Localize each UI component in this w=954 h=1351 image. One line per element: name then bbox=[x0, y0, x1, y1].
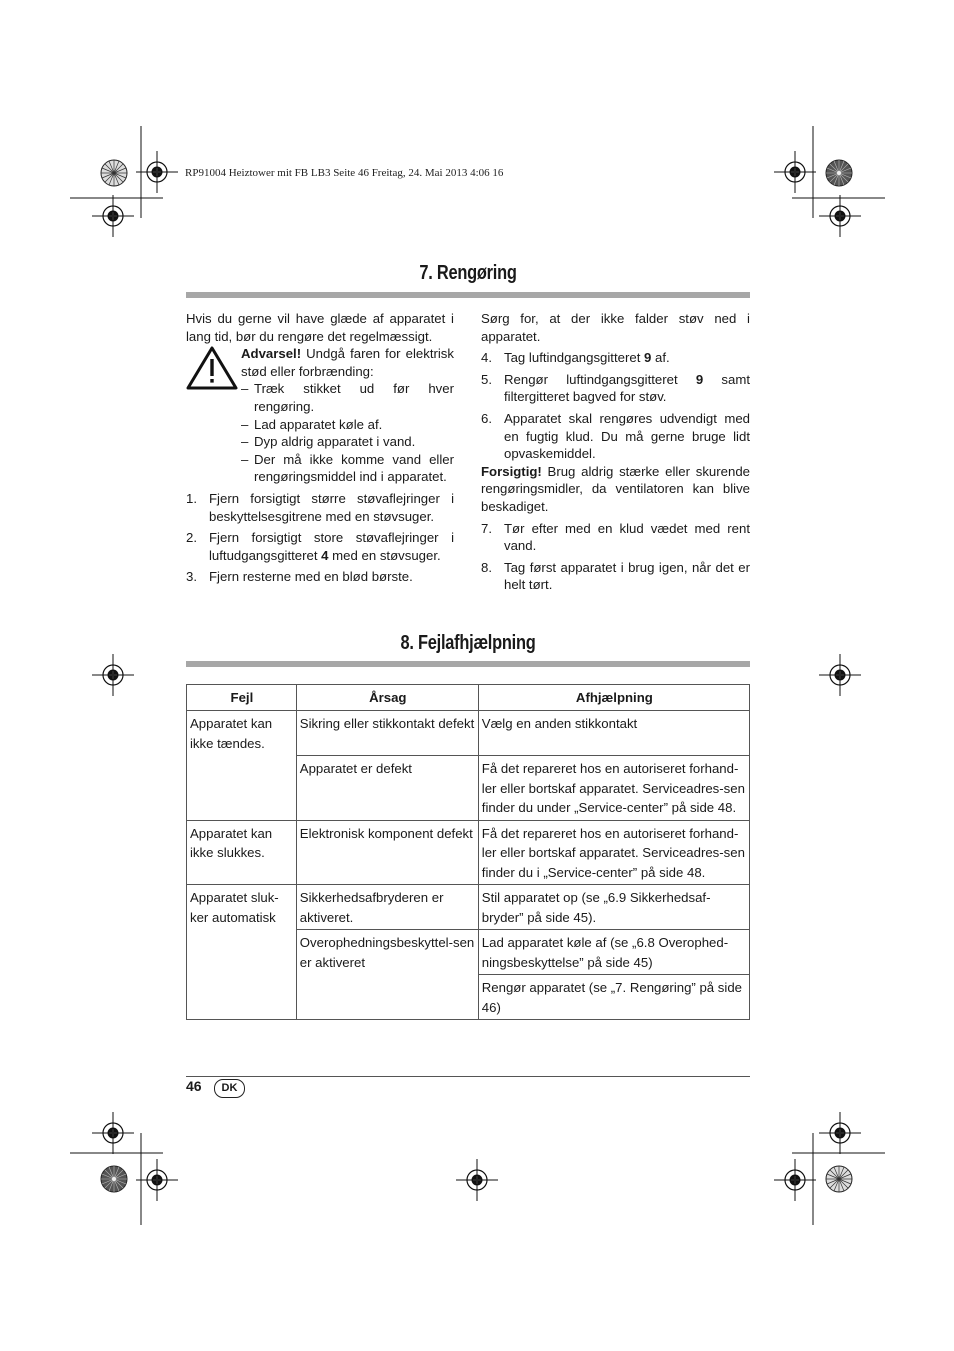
table-cell-remedy: Rengør apparatet (se „7. Rengøring” på side 46) bbox=[478, 975, 749, 1020]
step-item: 7. Tør efter med en klud vædet med rent vand. bbox=[481, 520, 750, 554]
table-cell-fault: Apparatet kan ikke slukkes. bbox=[187, 820, 297, 885]
step-item: 2. Fjern forsigtigt store støvaflejringer i luftudgangsgitteret 4 med en støvsuger. bbox=[186, 530, 454, 563]
intro-paragraph: Hvis du gerne vil have glæde af apparatet i lang tid, bør du rengøre det regelmæssigt. bbox=[186, 311, 454, 344]
table-cell-remedy: Vælg en anden stikkontakt bbox=[478, 711, 749, 756]
warning-text: Undgå faren for elektrisk stød eller forbrænding: bbox=[241, 346, 454, 379]
table-cell-cause: Overophedningsbeskyttel-sen er aktiveret bbox=[296, 930, 478, 1020]
table-cell-remedy: Få det repareret hos en autoriseret forhand-ler eller bortskaf apparatet. Serviceadres-sen finder du under „Service-center” på side 48. bbox=[478, 756, 749, 821]
page-number: 46 bbox=[186, 1078, 202, 1094]
print-header: RP91004 Heiztower mit FB LB3 Seite 46 Freitag, 24. Mai 2013 4:06 16 bbox=[185, 167, 504, 179]
country-badge: DK bbox=[214, 1079, 245, 1098]
table-cell-remedy: Lad apparatet køle af (se „6.8 Overophed-ningsbeskyttelse” på side 45) bbox=[478, 930, 749, 975]
color-wheel-icon bbox=[101, 160, 852, 1192]
table-cell-cause: Apparatet er defekt bbox=[296, 756, 478, 821]
table-cell-fault: Apparatet kan ikke tændes. bbox=[187, 711, 297, 821]
bullet-item: – Træk stikket ud før hver rengøring. bbox=[241, 381, 454, 414]
caution-paragraph: Forsigtig! Brug aldrig stærke eller skurende rengøringsmidler, da ventilatoren kan blive beskadiget. bbox=[481, 463, 750, 514]
bullet-item: – Dyp aldrig apparatet i vand. bbox=[241, 434, 416, 450]
caution-label: Forsigtig! bbox=[481, 463, 542, 479]
bullet-item: – Lad apparatet køle af. bbox=[241, 416, 383, 432]
bullet-item: – Der må ikke komme vand eller rengøringsmiddel ind i apparatet. bbox=[241, 451, 454, 485]
table-cell-cause: Elektronisk komponent defekt bbox=[296, 820, 478, 885]
warning-label: Advarsel! bbox=[241, 346, 302, 362]
step-item: 5. Rengør luftindgangsgitteret 9 samt filtergitteret bagved for støv. bbox=[481, 371, 750, 405]
step-item: 8. Tag først apparatet i brug igen, når det er helt tørt. bbox=[481, 559, 750, 593]
registration-mark-icon bbox=[92, 151, 861, 1201]
step-item: 1. Fjern forsigtigt større støvaflejringer i beskyttelsesgitrene med en støvsuger. bbox=[186, 490, 454, 524]
step-item: 6. Apparatet skal rengøres udvendigt med en fugtig klud. Du må gerne bruge lidt opvaskemiddel. bbox=[481, 410, 750, 462]
section-8-title: 8. Fejlafhjælpning bbox=[400, 632, 536, 654]
table-header: Afhjælpning bbox=[478, 685, 749, 711]
continuation-paragraph: Sørg for, at der ikke falder støv ned i apparatet. bbox=[481, 311, 750, 344]
table-cell-remedy: Få det repareret hos en autoriseret forhand-ler eller bortskaf apparatet. Serviceadres-sen finder du i „Service-center” på side 48. bbox=[478, 820, 749, 885]
table-cell-remedy: Stil apparatet op (se „6.9 Sikkerhedsaf-bryder” på side 45). bbox=[478, 885, 749, 930]
section-7-title: 7. Rengøring bbox=[419, 262, 517, 284]
table-header: Årsag bbox=[296, 685, 478, 711]
table-cell-cause: Sikkerhedsafbryderen er aktiveret. bbox=[296, 885, 478, 930]
step-item: 4. Tag luftindgangsgitteret 9 af. bbox=[481, 350, 670, 366]
step-item: 3. Fjern resterne med en blød børste. bbox=[186, 569, 413, 585]
table-header: Fejl bbox=[187, 685, 297, 711]
table-cell-cause: Sikring eller stikkontakt defekt bbox=[296, 711, 478, 756]
table-cell-fault: Apparatet sluk-ker automatisk bbox=[187, 885, 297, 1020]
